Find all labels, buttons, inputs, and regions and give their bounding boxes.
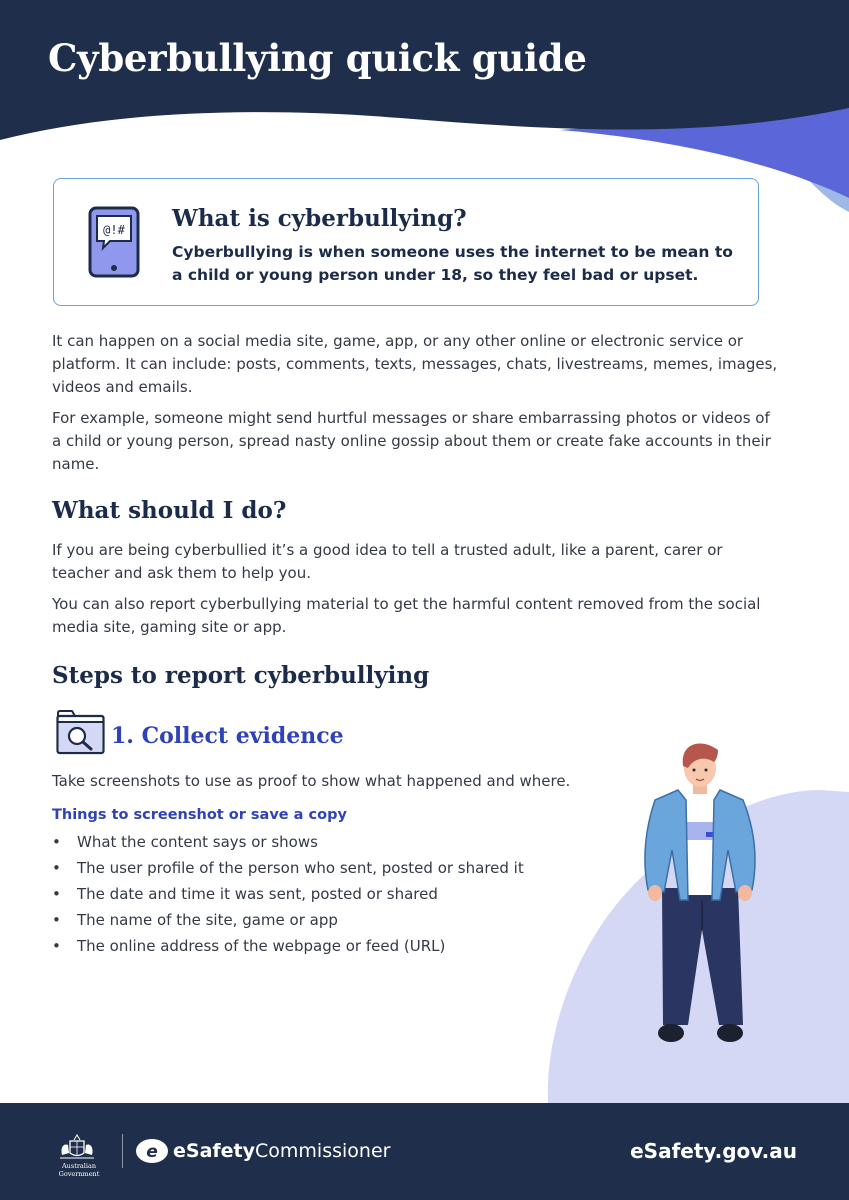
definition-text: Cyberbullying is when someone uses the internet to be mean to a child or young person under 18, so they feel bad or upset.	[172, 243, 733, 284]
what-to-do-paragraph-1: If you are being cyberbullied it’s a good idea to tell a trusted adult, like a parent, carer or teacher and ask them to help you.	[52, 541, 723, 582]
esafety-logo-icon	[135, 1138, 169, 1164]
page-footer	[0, 1103, 849, 1200]
what-to-do-paragraph-2: You can also report cyberbullying material to get the harmful content removed from the social media site, gaming site or app.	[52, 595, 761, 636]
footer-divider	[122, 1134, 123, 1168]
definition-heading: What is cyberbullying?	[172, 205, 467, 232]
step-1-text: Take screenshots to use as proof to show what happened and where.	[52, 772, 571, 790]
what-to-do-heading: What should I do?	[52, 497, 287, 524]
government-label: Australian Government	[58, 1162, 100, 1178]
intro-paragraph-1: It can happen on a social media site, game, app, or any other online or electronic service or platform. It can include: posts, comments, texts, messages, chats, livestreams, memes, images, videos and emails.	[52, 332, 778, 396]
list-item: • The date and time it was sent, posted or shared	[52, 885, 438, 903]
young-person-illustration	[540, 735, 849, 1103]
screenshot-list	[52, 831, 524, 961]
definition-card	[53, 178, 759, 306]
speech-bubble-text: @!#	[103, 223, 125, 237]
list-item-text: The date and time it was sent, posted or shared	[77, 885, 438, 903]
folder-search-icon	[56, 710, 106, 756]
list-item: • The online address of the webpage or feed (URL)	[52, 937, 446, 955]
svg-text:e: e	[146, 1142, 158, 1162]
brand-regular: Commissioner	[255, 1140, 391, 1162]
step-1-heading: 1. Collect evidence	[111, 723, 344, 749]
list-item-text: The online address of the webpage or feed (URL)	[77, 937, 446, 955]
brand-bold: eSafety	[173, 1140, 256, 1162]
list-item: • What the content says or shows	[52, 833, 318, 851]
website-url[interactable]: eSafety.gov.au	[630, 1139, 797, 1163]
list-item-text: The name of the site, game or app	[77, 911, 338, 929]
screenshot-subheading: Things to screenshot or save a copy	[52, 807, 347, 823]
page-title: Cyberbullying quick guide	[48, 36, 587, 80]
esafety-brand	[173, 1140, 390, 1162]
intro-paragraph-2: For example, someone might send hurtful messages or share embarrassing photos or videos of a child or young person, spread nasty online gossip about them or create fake accounts in their name.	[52, 409, 771, 473]
steps-heading: Steps to report cyberbullying	[52, 662, 430, 689]
list-item: • The user profile of the person who sent, posted or shared it	[52, 859, 524, 877]
speech-tablet-icon	[88, 206, 140, 278]
list-item-text: What the content says or shows	[77, 833, 318, 851]
list-item: • The name of the site, game or app	[52, 911, 338, 929]
list-item-text: The user profile of the person who sent, posted or shared it	[77, 859, 524, 877]
